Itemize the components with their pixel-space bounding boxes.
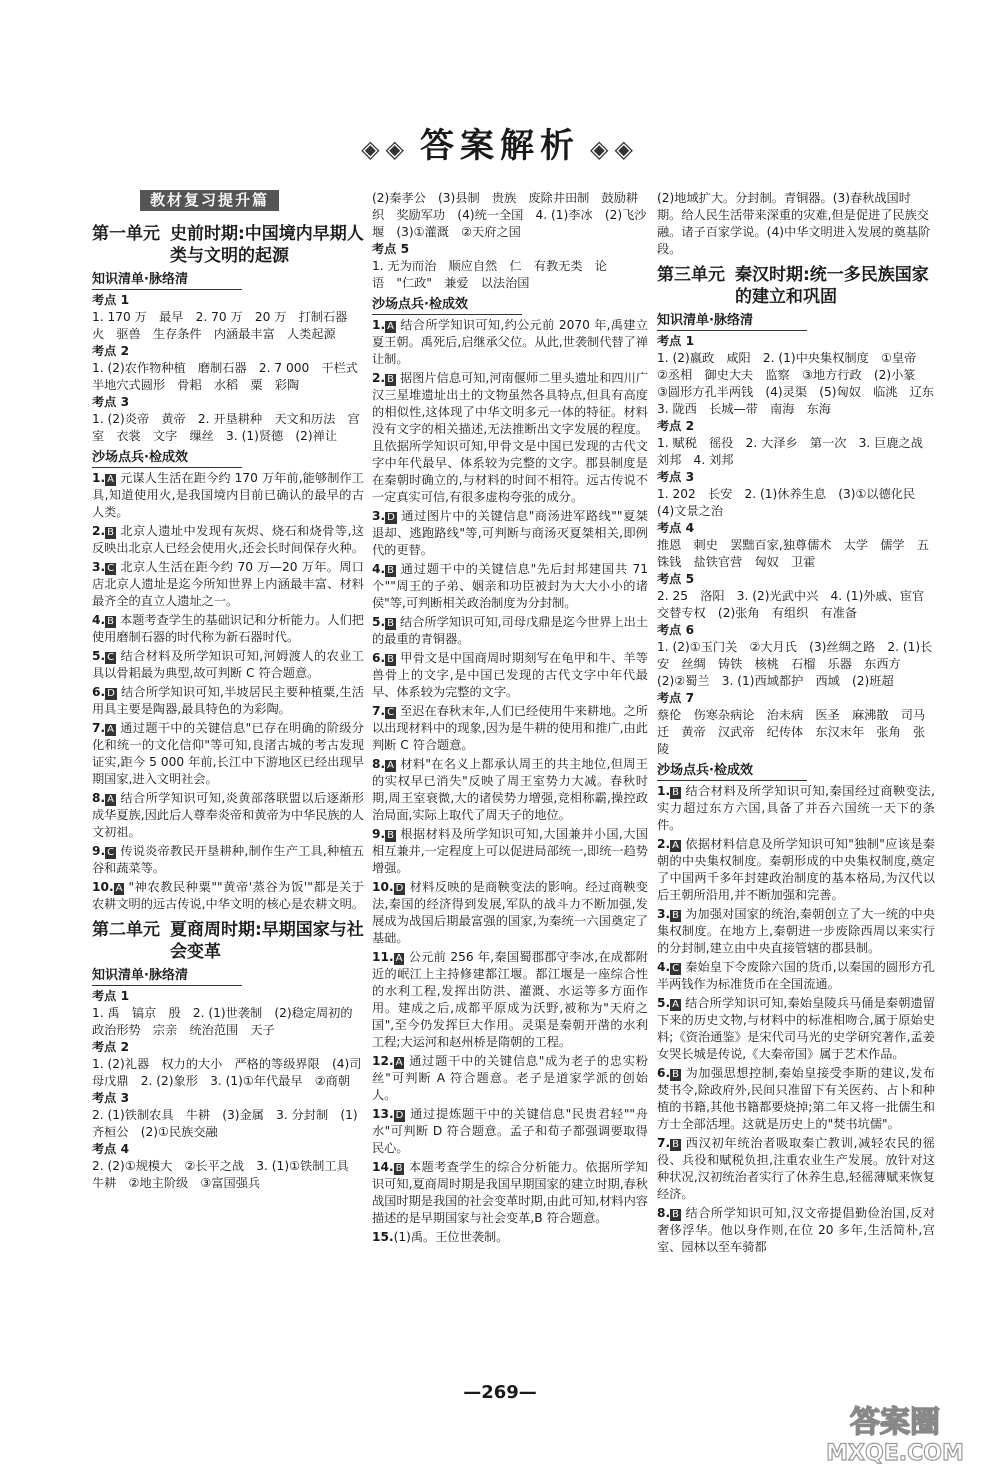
- unit-title: 夏商周时期:早期国家与社会变革: [170, 920, 364, 962]
- answer-letter: C: [107, 652, 115, 663]
- explanation-text: 据图片信息可知,河南偃师二里头遗址和四川广汉三星堆遗址出土的文物虽然各具特点,但具有高度的相似性,这体现了中华文明多元一体的特征。材料没有文字的相关描述,无法推断出文字发展的程度。且依据所学知识可知,甲骨文是中国已发现的古代文字中年代最早、体系较为完整的文字。郡县制度是在秦朝时确立的,与材料的时间不相符。远古传说不一定真实可信,有很多虚构夸张的成分。: [372, 371, 648, 504]
- explanation-text: 西汉初年统治者吸取秦亡教训,减轻农民的徭役、兵役和赋税负担,注重农业生产发展。放针对这种状况,汉初统治者实行了休养生息,轻徭薄赋来恢复经济。: [657, 1136, 935, 1201]
- answer-letter: B: [107, 616, 114, 627]
- unit-title: 史前时期:中国境内早期人类与文明的起源: [170, 224, 364, 266]
- answer-letter: C: [107, 563, 115, 574]
- kaodian-label: 考点 1: [92, 989, 130, 1003]
- answer-item: [657, 783, 935, 834]
- question-number: 10.: [372, 880, 394, 894]
- kaodian-label: 考点 5: [657, 572, 695, 586]
- kaodian-label: 考点 5: [372, 242, 410, 256]
- page-title: ◈◈ 答案解析 ◈◈: [361, 126, 639, 166]
- unit-number: 第三单元: [657, 265, 725, 285]
- diamond-left-icon: ◈◈: [361, 135, 410, 163]
- explanation-text: 依据材料信息及所学知识可知"独制"应该是秦朝的中央集权制度。秦朝形成的中央集权制度,奠定了中国两千多年封建政治制度的基本格局,为汉代以后王朝所沿用,并不断加强和完善。: [657, 837, 935, 902]
- explanation-text: 通过题干中的关键信息"先后封邦建国共 71 个""周王的子弟、姻亲和功臣被封为大大小小的诸侯"等,可判断相关政治制度为分封制。: [372, 562, 648, 610]
- kaodian-label: 考点 2: [92, 344, 130, 358]
- kaodian-label: 考点 3: [92, 395, 130, 409]
- question-number: 12.: [372, 1054, 394, 1068]
- answer-letter: D: [107, 688, 115, 699]
- explanation-text: 结合所学知识可知,汉文帝提倡勤俭治国,反对奢侈浮华。他以身作则,在位 20 多年,生活简朴,宫室、园林以至车骑都: [657, 1206, 935, 1254]
- answer-letter: B: [395, 1163, 403, 1174]
- answer-item: [372, 614, 648, 648]
- question-list: [657, 783, 935, 1256]
- question-number: 1.: [372, 318, 386, 332]
- unit-heading: [657, 264, 935, 308]
- kaodian-label: 考点 2: [92, 1040, 130, 1054]
- section-heading: 沙场点兵·检成效: [657, 762, 807, 781]
- explanation-text: 北京人生活在距今约 70 万—20 万年。周口店北京人遗址是迄今所知世界上内涵最丰富、材料最齐全的直立人遗址之一。: [92, 560, 364, 608]
- answer-item: [92, 790, 364, 841]
- answer-letter: C: [672, 963, 680, 974]
- answer-letter: B: [387, 565, 394, 576]
- answer-letter: A: [107, 474, 114, 485]
- answer-item: [657, 1065, 935, 1133]
- answer-item: [372, 826, 648, 877]
- kaodian-text: 推恩 刺史 罢黜百家,独尊儒术 太学 儒学 五铢钱 盐铁官营 匈奴 卫霍: [657, 538, 929, 569]
- answer-item: [92, 879, 364, 913]
- answer-item: [657, 906, 935, 957]
- column-3: [657, 190, 947, 1258]
- explanation-text: 通过图片中的关键信息"商汤进军路线""夏桀退却、逃跑路线"等,可判断与商汤灭夏桀相关,即例代的更替。: [372, 509, 648, 557]
- column-2: [372, 190, 648, 1248]
- explanation-text: 结合所学知识可知,炎黄部落联盟以后逐渐形成华夏族,因此后人尊奉炎帝和黄帝为中华民族的人文初祖。: [92, 791, 364, 839]
- answer-letter: A: [387, 760, 394, 771]
- kaodian-text: 1. (2)①玉门关 ②大月氏 (3)丝绸之路 2. (1)长安 丝绸 铸铁 核桃 石榴 乐器 东西方 (2)②蜀兰 3. (1)西域都护 西域 (2)班超: [657, 640, 933, 688]
- question-list: [92, 470, 364, 913]
- question-number: 3.: [657, 907, 671, 921]
- explanation-text: "神农教民种粟""黄帝'蒸谷为饭'"都是关于农耕文明的远古传说,中华文明的核心是农耕文明。: [92, 880, 364, 911]
- answer-letter: A: [107, 724, 114, 735]
- question-number: 3.: [92, 560, 106, 574]
- answer-letter: C: [387, 707, 395, 718]
- answer-item: [372, 508, 648, 559]
- answer-item: [657, 1205, 935, 1256]
- explanation-text: 通过提炼题干中的关键信息"民贵君轻""舟水"可判断 D 符合题意。孟子和荀子都强调要取得民心。: [372, 1107, 648, 1155]
- kaodian-text: 1. 170 万 最早 2. 70 万 20 万 打制石器 火 驱兽 生存条件 内涵最丰富 人类起源: [92, 310, 360, 341]
- explanation-text: 元谋人生活在距今约 170 万年前,能够制作工具,知道使用火,是我国境内目前已确认的最早的古人类。: [92, 471, 364, 519]
- answer-letter: B: [387, 654, 394, 665]
- explanation-text: 通过题干中的关键信息"成为老子的忠实粉丝"可判断 A 符合题意。老子是道家学派的创始人。: [372, 1054, 648, 1102]
- kaodian-label: 考点 1: [92, 293, 130, 307]
- kaodian-text: 2. (1)铁制农具 牛耕 (3)金属 3. 分封制 (1)齐桓公 (2)①民族交融: [92, 1108, 358, 1139]
- continued-text: (2)地域扩大。分封制。青铜器。(3)春秋战国时期。给人民生活带来深重的灾难,但是促进了民族交融。诸子百家学说。(4)中华文明进入发展的奠基阶段。: [657, 191, 931, 256]
- answer-item: [92, 843, 364, 877]
- answer-letter: B: [107, 527, 114, 538]
- answer-item: [372, 1106, 648, 1157]
- question-number: 1.: [92, 471, 106, 485]
- watermark-text: MXQE.COM: [826, 1441, 964, 1466]
- section-banner: 教材复习提升篇: [140, 190, 279, 211]
- answer-letter: B: [672, 787, 679, 798]
- question-number: 7.: [92, 721, 106, 735]
- kaodian-label: 考点 3: [657, 470, 695, 484]
- svg-text:答案圈: 答案圈: [850, 1405, 940, 1440]
- question-number: 6.: [92, 685, 106, 699]
- question-number: 1.: [657, 784, 671, 798]
- question-number: 7.: [657, 1136, 671, 1150]
- answer-letter: D: [395, 1110, 404, 1121]
- question-number: 8.: [372, 757, 386, 771]
- watermark-logo: [795, 1398, 995, 1468]
- answer-letter: D: [387, 512, 395, 523]
- answer-item: [92, 648, 364, 682]
- explanation-text: 结合所学知识可知,司母戊鼎是迄今世界上出土的最重的青铜器。: [372, 615, 648, 646]
- answer-letter: B: [672, 1209, 679, 1220]
- answer-item: [372, 650, 648, 701]
- kaodian-label: 考点 3: [92, 1091, 130, 1105]
- kaodian-label: 考点 2: [657, 419, 695, 433]
- explanation-text: 为加强思想控制,秦始皇接受李斯的建议,发布焚书令,除政府外,民间只准留下有关医药、占卜和种植的书籍,其他书籍都要烧掉;第二年又将一批儒生和方士全部活埋。这就是历史上的"焚书坑儒"。: [657, 1066, 935, 1131]
- section-heading: 沙场点兵·检成效: [92, 449, 242, 468]
- kaodian-label: 考点 4: [92, 1142, 130, 1156]
- answer-item: [92, 523, 364, 557]
- question-number: 2.: [372, 371, 386, 385]
- question-number: 5.: [92, 649, 106, 663]
- question-number: 6.: [372, 651, 386, 665]
- kaodian-text: 蔡伦 伤寒杂病论 治未病 医圣 麻沸散 司马迁 黄帝 汉武帝 纪传体 东汉末年 张角 张陵: [657, 708, 926, 756]
- answer-item: [92, 684, 364, 718]
- explanation-text: (1)禹。王位世袭制。: [393, 1230, 509, 1244]
- kaodian-label: 考点 1: [657, 334, 695, 348]
- question-number: 2.: [657, 837, 671, 851]
- question-number: 2.: [92, 524, 106, 538]
- question-number: 3.: [372, 509, 386, 523]
- question-number: 9.: [372, 827, 386, 841]
- question-number: 9.: [92, 844, 106, 858]
- question-number: 14.: [372, 1160, 394, 1174]
- kaodian-text: 1. 赋税 徭役 2. 大泽乡 第一次 3. 巨鹿之战 刘邦 4. 刘邦: [657, 436, 936, 467]
- unit-heading: [92, 223, 364, 267]
- explanation-text: 公元前 256 年,秦国蜀郡郡守李冰,在成都附近的岷江上主持修建都江堰。都江堰是一座综合性的水利工程,发挥出防洪、灌溉、水运等多方面作用。建成之后,成都平原成为沃野,被称为"天府之国",至今仍发挥巨大作用。灵渠是秦朝开凿的水利工程;大运河和赵州桥是隋朝的工程。: [372, 950, 648, 1049]
- section-heading: 知识清单·脉络清: [657, 312, 807, 331]
- kaodian-text: 1. (2)农作物种植 磨制石器 2. 7 000 干栏式 半地穴式圆形 骨耜 水稻 粟 彩陶: [92, 361, 371, 392]
- question-number: 8.: [92, 791, 106, 805]
- explanation-text: 通过题干中的关键信息"已存在明确的阶级分化和统一的文化信仰"等可知,良渚古城的考古发现证实,距今 5 000 年前,长江中下游地区已经出现早期国家,进入文明社会。: [92, 721, 364, 786]
- answer-letter: A: [387, 321, 394, 332]
- unit-number: 第一单元: [92, 224, 160, 244]
- unit-number: 第二单元: [92, 920, 160, 940]
- section-heading: 知识清单·脉络清: [92, 271, 242, 290]
- answer-letter: A: [395, 1057, 403, 1068]
- kaodian-text: 1. (2)炎帝 黄帝 2. 开垦耕种 天文和历法 宫室 衣裳 文字 缫丝 3. (1)贤德 (2)禅让: [92, 412, 360, 443]
- explanation-text: 甲骨文是中国商周时期刻写在龟甲和牛、羊等兽骨上的文字,是中国已发现的古代文字中年代最早、体系较为完整的文字。: [372, 651, 648, 699]
- question-number: 4.: [657, 960, 671, 974]
- continued-text: (2)秦孝公 (3)县制 贵族 废除井田制 鼓励耕织 奖励军功 (4)统一全国 4. (1)李冰 (2)飞沙堰 (3)①灌溉 ②天府之国: [372, 191, 647, 239]
- question-number: 15.: [372, 1230, 394, 1244]
- unit-title: 秦汉时期:统一多民族国家的建立和巩固: [735, 265, 929, 307]
- question-number: 8.: [657, 1206, 671, 1220]
- answer-letter: B: [387, 618, 394, 629]
- answer-letter: A: [115, 883, 123, 894]
- explanation-text: 材料反映的是商鞅变法的影响。经过商鞅变法,秦国的经济得到发展,军队的战斗力不断加强,发展成为战国后期最富强的国家,为秦统一六国奠定了基础。: [372, 880, 648, 945]
- answer-item: [92, 612, 364, 646]
- answer-item: [372, 317, 648, 368]
- section-heading: 知识清单·脉络清: [92, 967, 242, 986]
- answer-item: [92, 720, 364, 788]
- kaodian-label: 考点 4: [657, 521, 695, 535]
- question-number: 4.: [92, 613, 106, 627]
- answer-letter: A: [672, 840, 679, 851]
- explanation-text: 本题考查学生的综合分析能力。依据所学知识可知,夏商周时期是我国早期国家的建立时期,春秋战国时期是我国的社会变革时期,由此可知,材料内容描述的是早期国家与社会变革,B 符合题意。: [372, 1160, 648, 1225]
- diamond-right-icon: ◈◈: [590, 135, 639, 163]
- question-number: 6.: [657, 1066, 671, 1080]
- answer-letter: C: [107, 847, 115, 858]
- answer-letter: A: [672, 999, 679, 1010]
- answer-letter: B: [387, 830, 394, 841]
- answer-item: [372, 703, 648, 754]
- page-number: —269—: [463, 1382, 537, 1403]
- kaodian-text: 1. 禹 镐京 殷 2. (1)世袭制 (2)稳定周初的政治形势 宗亲 统治范围 天子: [92, 1006, 353, 1037]
- section-heading: 沙场点兵·检成效: [372, 296, 522, 315]
- question-number: 7.: [372, 704, 386, 718]
- answer-item: [372, 561, 648, 612]
- answer-letter: B: [387, 374, 394, 385]
- explanation-text: 结合材料及所学知识可知,秦国经过商鞅变法,实力超过东方六国,具备了并吞六国统一天下的条件。: [657, 784, 935, 832]
- answer-item: [372, 1229, 648, 1246]
- question-number: 5.: [657, 996, 671, 1010]
- answer-letter: B: [672, 1139, 679, 1150]
- question-list: [372, 317, 648, 1246]
- answer-item: [657, 959, 935, 993]
- kaodian-text: 1. 无为而治 顺应自然 仁 有教无类 论语 "仁政" 兼爱 以法治国: [372, 259, 607, 290]
- explanation-text: 传说炎帝教民开垦耕种,制作生产工具,种植五谷和蔬菜等。: [92, 844, 364, 875]
- kaodian-text: 1. (2)礼器 权力的大小 严格的等级界限 (4)司母戊鼎 2. (2)象形 3. (1)①年代最早 ②商朝: [92, 1057, 362, 1088]
- answer-item: [372, 879, 648, 947]
- answer-letter: D: [395, 883, 404, 894]
- explanation-text: 北京人遗址中发现有灰烬、烧石和烧骨等,这反映出北京人已经会使用火,还会长时间保存火种。: [92, 524, 364, 555]
- answer-letter: B: [672, 1069, 679, 1080]
- answer-item: [657, 836, 935, 904]
- answer-letter: A: [107, 794, 114, 805]
- explanation-text: 至迟在春秋末年,人们已经使用牛来耕地。之所以出现材料中的现象,因为是牛耕的使用和推广,由此判断 C 符合题意。: [372, 704, 648, 752]
- explanation-text: 材料"在名义上都承认周王的共主地位,但周王的实权早已消失"反映了周王室势力大减。春秋时期,周王室衰微,大的诸侯势力增强,竞相称霸,操控政治局面,实际上取代了周天子的地位。: [372, 757, 648, 822]
- explanation-text: 结合所学知识可知,秦始皇陵兵马俑是秦朝遗留下来的历史文物,与材料中的标准相吻合,属于原始史料;《资治通鉴》是宋代司马光的史学研究著作,孟姜女哭长城是传说,《大秦帝国》属于艺术作品。: [657, 996, 935, 1061]
- answer-item: [372, 756, 648, 824]
- answer-item: [372, 949, 648, 1051]
- explanation-text: 结合材料及所学知识可知,河姆渡人的农业工具以骨耜最为典型,故可判断 C 符合题意。: [92, 649, 364, 680]
- answer-letter: B: [672, 910, 679, 921]
- answer-item: [372, 1053, 648, 1104]
- answer-item: [92, 559, 364, 610]
- explanation-text: 结合所学知识可知,半坡居民主要种植粟,生活用具主要是陶器,最具特色的为彩陶。: [92, 685, 364, 716]
- answer-item: [372, 1159, 648, 1227]
- kaodian-text: 1. 202 长安 2. (1)休养生息 (3)①以德化民 (4)文景之治: [657, 487, 928, 518]
- kaodian-text: 2. 25 洛阳 3. (2)光武中兴 4. (1)外戚、宦官交替专权 (2)张角 有组织 有准备: [657, 589, 925, 620]
- answer-item: [657, 995, 935, 1063]
- kaodian-text: 1. (2)嬴政 咸阳 2. (1)中央集权制度 ①皇帝 ②丞相 御史大夫 监察 ③地方行政 (2)小篆 ③圆形方孔半两钱 (4)灵渠 (5)匈奴 临洮 辽东 3. 陇西 长城—带 南海 东海: [657, 351, 947, 416]
- question-number: 10.: [92, 880, 114, 894]
- explanation-text: 为加强对国家的统治,秦朝创立了大一统的中央集权制度。在地方上,秦朝进一步废除西周以来实行的分封制,建立由中央直接管辖的郡县制。: [657, 907, 935, 955]
- answer-letter: A: [395, 953, 403, 964]
- answer-item: [92, 470, 364, 521]
- kaodian-text: 2. (2)①规模大 ②长平之战 3. (1)①铁制工具 牛耕 ②地主阶级 ③富国强兵: [92, 1159, 361, 1190]
- answer-item: [657, 1135, 935, 1203]
- question-number: 4.: [372, 562, 386, 576]
- explanation-text: 秦始皇下令废除六国的货币,以秦国的圆形方孔半两钱作为标准货币在全国流通。: [657, 960, 935, 991]
- kaodian-label: 考点 7: [657, 691, 695, 705]
- question-number: 13.: [372, 1107, 394, 1121]
- question-number: 11.: [372, 950, 394, 964]
- explanation-text: 本题考查学生的基础识记和分析能力。人们把使用磨制石器的时代称为新石器时代。: [92, 613, 364, 644]
- unit-heading: [92, 919, 364, 963]
- column-1: [92, 190, 371, 1192]
- question-number: 5.: [372, 615, 386, 629]
- explanation-text: 结合所学知识可知,约公元前 2070 年,禹建立夏王朝。禹死后,启继承父位。从此,世袭制代替了禅让制。: [372, 318, 648, 366]
- explanation-text: 根据材料及所学知识可知,大国兼并小国,大国相互兼并,一定程度上可以促进局部统一,即统一趋势增强。: [372, 827, 648, 875]
- kaodian-label: 考点 6: [657, 623, 695, 637]
- answer-item: [372, 370, 648, 506]
